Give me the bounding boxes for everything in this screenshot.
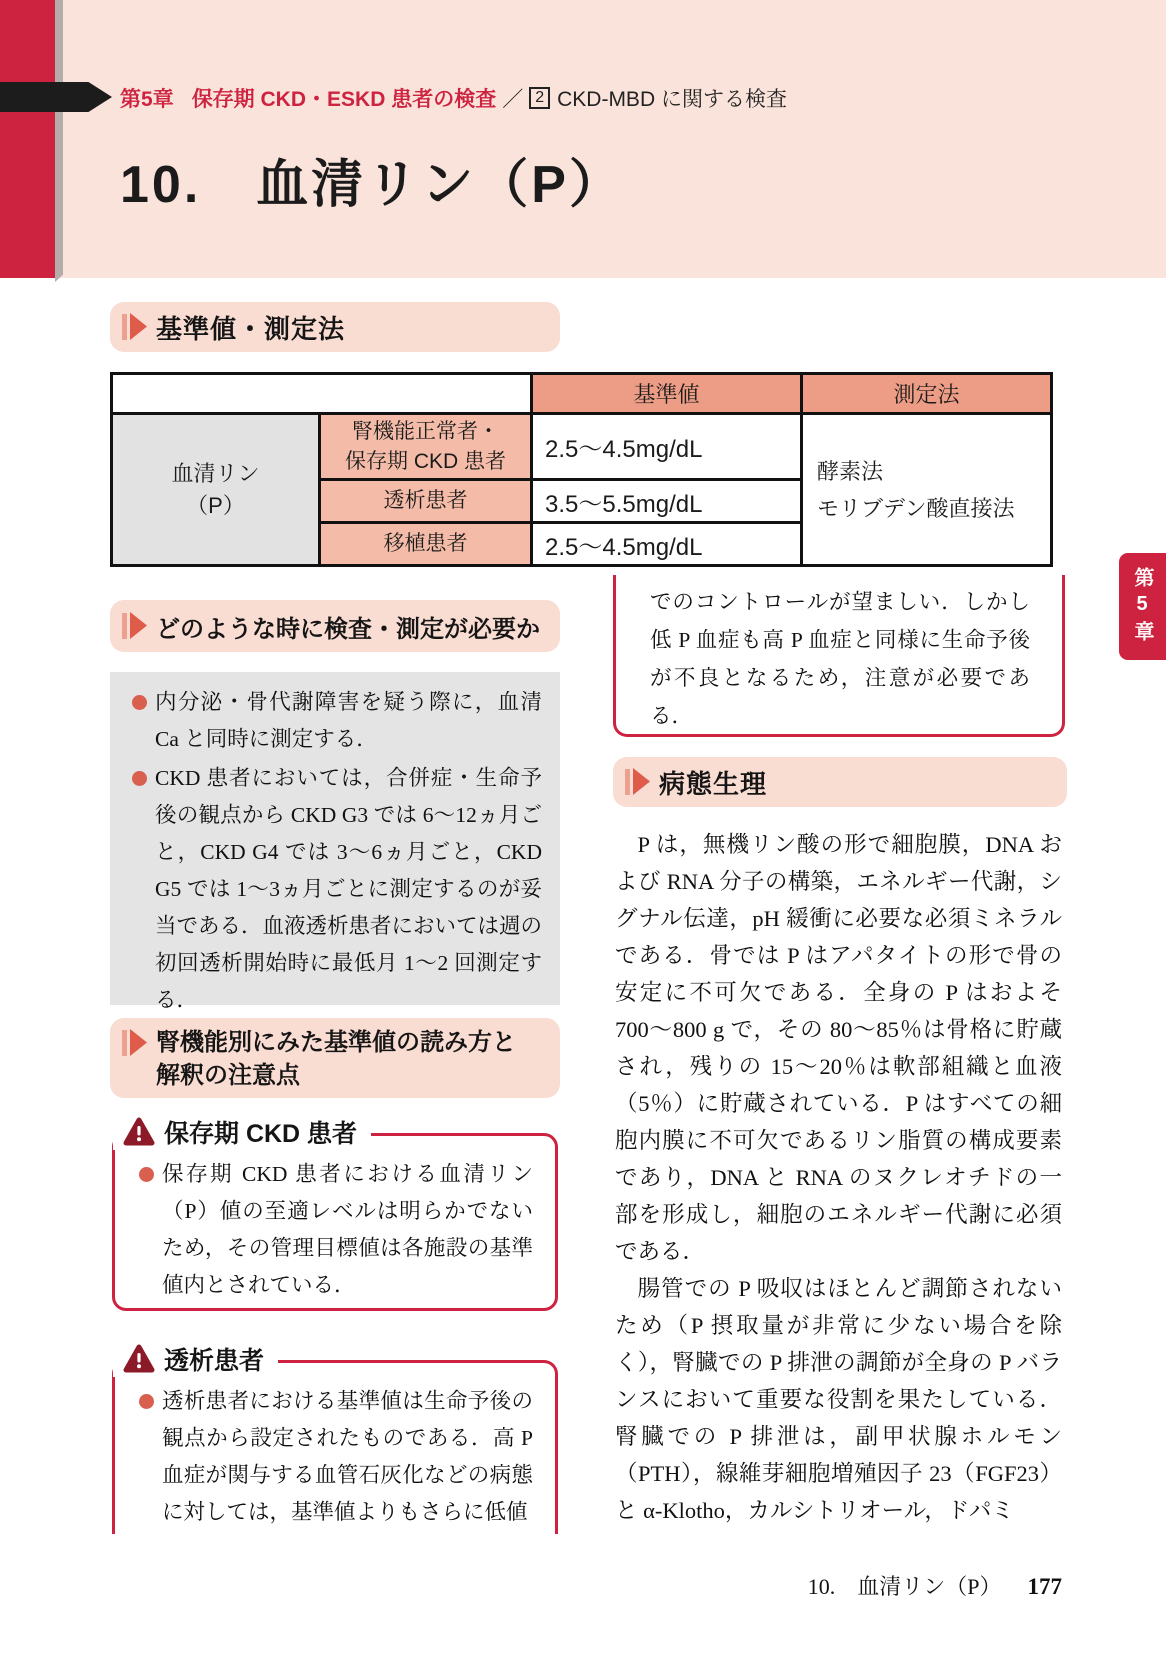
bullet-text: CKD 患者においては，合併症・生命予後の観点から CKD G3 では 6〜12ヵ月ごと，CKD G4 では 3〜6ヵ月ごと，CKD G5 では 1〜3ヵ月ごとに測定するのが妥当である．血液透析患者においては週の初回透析開始時に最低月 1〜2 回測定する．	[155, 766, 543, 1012]
page-title: 10. 血清リン（P）	[120, 156, 624, 214]
group-normal-line2: 保存期 CKD 患者	[344, 449, 506, 473]
heading-standards	[110, 302, 560, 352]
bullet-text: 透析患者における基準値は生命予後の観点から設定されたものである．高 P 血症が関与する血管石灰化などの病態に対しては，基準値よりもさらに低値	[162, 1389, 533, 1524]
footer-title: 10. 血清リン（P）	[807, 1574, 1002, 1599]
col-header-standard: 基準値	[532, 374, 802, 414]
section-arrow-icon	[122, 1029, 148, 1057]
chapter-arrow-icon	[0, 82, 112, 112]
chapter-side-tab	[1119, 553, 1166, 660]
edge-strip-shadow	[55, 0, 63, 270]
bullet-icon	[132, 695, 147, 710]
method-cell	[802, 414, 1052, 566]
heading-line2: 解釈の注意点	[156, 1062, 300, 1089]
list-item	[132, 760, 542, 1019]
bullet-icon	[132, 771, 147, 786]
header-band	[0, 0, 1166, 278]
value-cell-dialysis: 3.5〜5.5mg/dL	[532, 480, 802, 523]
section-title: CKD-MBD に関する検査	[557, 88, 787, 111]
bullet-text: 保存期 CKD 患者における血清リン（P）値の至適レベルは明らかでないため，その管理目標値は各施設の基準値内とされている．	[162, 1162, 533, 1297]
paragraph: P は，無機リン酸の形で細胞膜，DNA および RNA 分子の構築，エネルギー代謝，シグナル伝達，pH 緩衝に必要な必須ミネラルである．骨では P はアパタイトの形で骨の安定に不可欠である．全身の P はおよそ 700〜800 g で，その 80〜85％は骨格に貯蔵され，残りの 15〜20％は軟部組織と血液（5％）に貯蔵されている．P はすべての細胞内膜に不可欠であるリン脂質の構成要素であり，DNA と RNA のヌクレオチドの一部を形成し，細胞のエネルギー代謝に必須である．	[615, 832, 1062, 1264]
method-line1: 酵素法	[817, 458, 884, 484]
method-line2: モリブデン酸直接法	[817, 495, 1015, 521]
table-corner-empty	[112, 374, 532, 414]
alert-body	[115, 1363, 555, 1531]
when-panel	[110, 672, 560, 1012]
bullet-icon	[139, 1394, 154, 1409]
breadcrumb	[120, 84, 787, 112]
chapter-title: 保存期 CKD・ESKD 患者の検査	[191, 88, 497, 111]
heading-interpretation	[110, 1018, 560, 1098]
pathophysiology-body	[615, 826, 1062, 1529]
warning-icon	[123, 1117, 155, 1147]
alert-box-conservative-ckd	[112, 1120, 558, 1311]
section-number-badge: 2	[529, 87, 550, 109]
heading-when-label: どのような時に検査・測定が必要か	[156, 615, 540, 643]
value-cell-transplant: 2.5〜4.5mg/dL	[532, 523, 802, 566]
alert-body	[115, 1136, 555, 1304]
section-arrow-icon	[625, 768, 651, 796]
breadcrumb-separator: ／	[502, 88, 524, 111]
page-number: 177	[1027, 1574, 1062, 1599]
section-arrow-icon	[122, 313, 148, 341]
heading-interpretation-label	[156, 1026, 516, 1092]
value-cell-normal: 2.5〜4.5mg/dL	[532, 414, 802, 480]
alert-title	[113, 1114, 371, 1150]
alert-title-label: 保存期 CKD 患者	[164, 1120, 358, 1148]
group-cell-transplant: 移植患者	[320, 523, 532, 566]
list-item	[139, 1383, 533, 1531]
alert-title-label: 透析患者	[164, 1347, 265, 1375]
heading-pathophysiology-label: 病態生理	[659, 768, 768, 799]
bullet-icon	[139, 1167, 154, 1182]
paragraph: 腸管での P 吸収はほとんど調節されないため（P 摂取量が非常に少ない場合を除く），腎臓での P 排泄の調節が全身の P バランスにおいて重要な役割を果たしている．腎臓での P 排泄は，副甲状腺ホルモン（PTH），線維芽細胞増殖因子 23（FGF23）と α-Klotho，カルシトリオール，ドパミ	[615, 1276, 1062, 1523]
group-cell-dialysis: 透析患者	[320, 480, 532, 523]
warning-icon	[123, 1344, 155, 1374]
col-header-method: 測定法	[802, 374, 1052, 414]
list-item	[139, 1156, 533, 1304]
heading-line1: 腎機能別にみた基準値の読み方と	[156, 1029, 516, 1056]
continued-text: でのコントロールが望ましい．しかし低 P 血症も高 P 血症と同様に生命予後が不良となるため，注意が必要である．	[650, 590, 1030, 728]
section-arrow-icon	[122, 612, 148, 640]
page-footer	[615, 1570, 1062, 1601]
row-label-line1: 血清リン	[171, 460, 260, 486]
heading-pathophysiology	[613, 757, 1067, 807]
heading-when	[110, 600, 560, 652]
alert-title	[113, 1341, 278, 1377]
standards-table	[110, 372, 1053, 567]
heading-standards-label: 基準値・測定法	[156, 313, 346, 344]
chapter-side-tab-label: 第5章	[1131, 566, 1153, 647]
alert-box-dialysis-continued	[613, 575, 1065, 737]
row-label-serum-p	[112, 414, 320, 566]
chapter-tag: 第5章	[120, 88, 174, 111]
edge-red-strip	[0, 0, 55, 278]
bullet-text: 内分泌・骨代謝障害を疑う際に，血清 Ca と同時に測定する．	[155, 690, 542, 751]
group-cell-normal-ckd	[320, 414, 532, 480]
list-item	[132, 684, 542, 758]
group-normal-line1: 腎機能正常者・	[352, 419, 499, 443]
alert-box-dialysis	[112, 1347, 558, 1534]
row-label-line2: （P）	[186, 492, 245, 518]
